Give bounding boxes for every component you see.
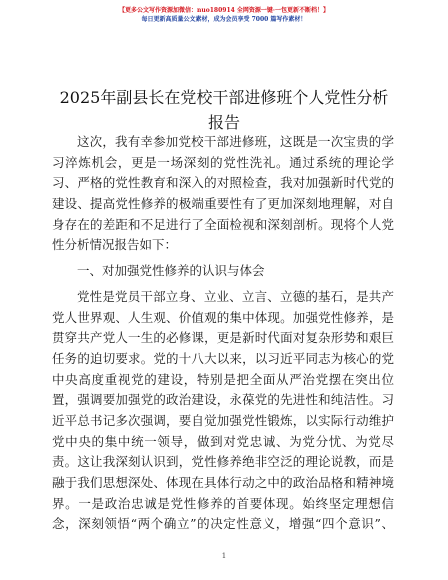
text-line: 置，强调要加强党的政治建设，永葆党的先进性和纯洁性。习 [52,392,394,408]
document-title [40,85,408,135]
text-line: 性分析情况报告如下： [52,237,178,253]
text-line: 身存在的差距和不足进行了全面检视和深刻剖析。现将个人党 [52,216,394,232]
text-line: 党人世界观、人生观、价值观的集中体现。加强党性修养，是 [52,309,394,325]
paragraph-section-1 [52,287,394,535]
text-line: 责。这让我深刻认识到，党性修养绝非空泛的理论说教，而是 [52,454,394,470]
section-heading: 一、对加强党性修养的认识与体会 [77,263,265,279]
document-body [52,132,394,535]
text-line: 界。一是政治忠诚是党性修养的首要体现。始终坚定理想信 [52,495,394,511]
text-line: 任务的迫切要求。党的十八大以来，以习近平同志为核心的党 [52,350,394,366]
page-number: 1 [221,552,227,560]
text-line: 融于我们思想深处、体现在具体行动之中的政治品格和精神境 [52,475,394,490]
text-line: 习淬炼机会，更是一场深刻的党性洗礼。通过系统的理论学 [52,154,394,170]
text-line: 贯穿共产党人一生的必修课，更是新时代面对复杂形势和艰巨 [52,330,394,346]
text-line: 党中央的集中统一领导，做到对党忠诚、为党分忧、为党尽 [52,433,394,449]
banner-line-1: 【更多公文写作资源加微信：nuo180914 全网资源一键·一包更新不断档！】 [119,7,329,14]
text-line: 中央高度重视党的建设，特别是把全面从严治党摆在突出位 [52,371,394,387]
text-line: 念，深刻领悟“两个确立”的决定性意义，增强“四个意识”、 [52,516,394,532]
title-line-1: 2025年副县长在党校干部进修班个人党性分析 [59,88,389,107]
banner-line-2: 每日更新高质量公文素材，成为会员享受 7000 篇写作素材！ [141,16,307,23]
paragraph-intro [52,132,394,256]
title-line-2: 报告 [207,113,240,132]
text-line: 建设、提高党性修养的极端重要性有了更加深刻地理解，对自 [52,196,394,212]
text-line: 习、严格的党性教育和深入的对照检查，我对加强新时代党的 [52,175,394,191]
text-line: 党性是党员干部立身、立业、立言、立德的基石，是共产 [77,288,394,304]
text-line: 这次，我有幸参加党校干部进修班，这既是一次宝贵的学 [77,134,394,149]
text-line: 近平总书记多次强调，要自觉加强党性锻炼，以实际行动维护 [52,412,394,428]
promo-banner [0,6,448,24]
